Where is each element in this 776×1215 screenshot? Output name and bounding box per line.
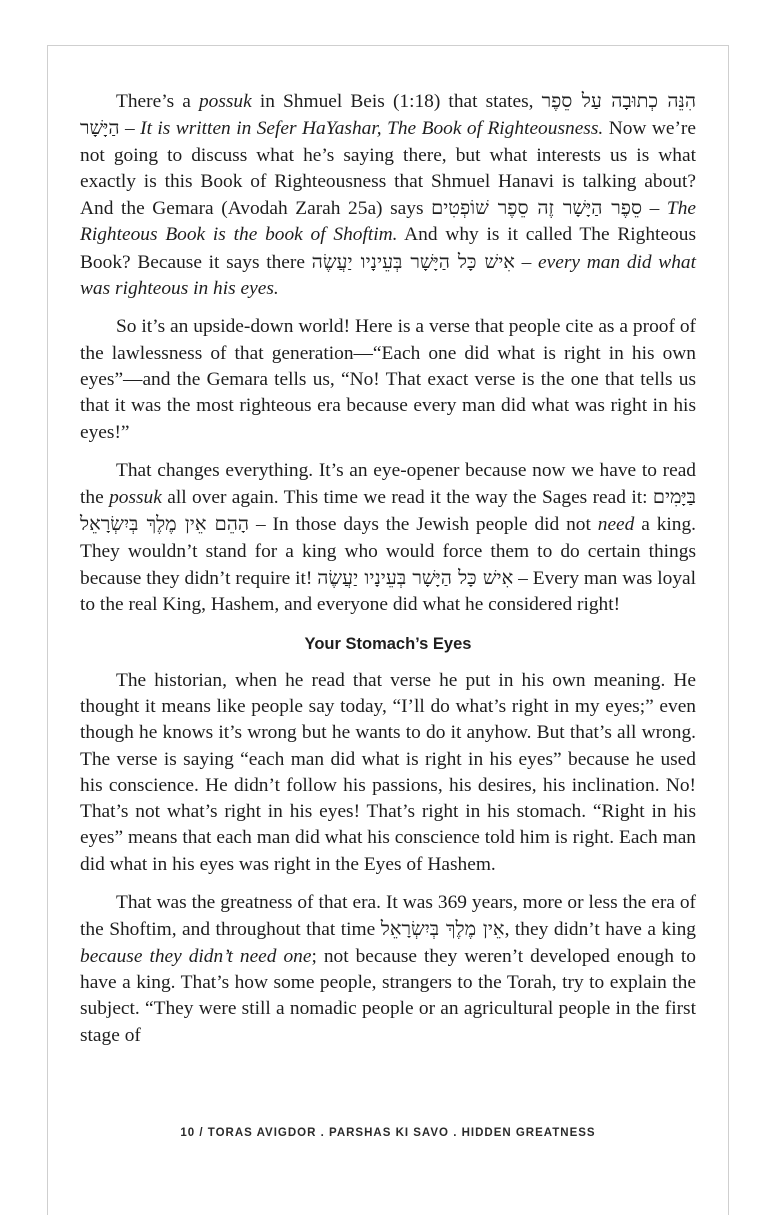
text: , they didn’t have a king [504, 919, 697, 941]
dash: – [119, 118, 141, 140]
text: ; not because they weren’t developed enough to have a king. That’s how some people, strangers to the Torah, try to explain the subject. “They were still a nomadic people or an agricultural people in the first stage of [80, 945, 697, 1046]
italic-translation: It is written in Sefer HaYashar, The Book of Righteousness. [140, 118, 604, 140]
text: – Every man was loyal to the real King, Hashem, and everyone did what he considered right! [80, 568, 697, 616]
paragraph-5 [80, 890, 696, 1049]
italic-term: possuk [198, 91, 252, 112]
italic-term: possuk [109, 487, 162, 509]
paragraph-4: The historian, when he read that verse he put in his own meaning. He thought it means like people say today, “I’ll do what’s right in my eyes;” even though he knows it’s wrong but he wants to do it anyhow. But that’s all wrong. The verse is saying “each man did what is right in his eyes” because he used his conscience. He didn’t follow his passions, his desires, his inclination. No! That’s not what’s right in his eyes! That’s right in his stomach. “Right in his eyes” means that each man did what his conscience told him is right. Each man did what in his eyes was right in the Eyes of Hashem. [80, 669, 696, 875]
paragraph-2: So it’s an upside-down world! Here is a verse that people cite as a proof of the lawlessness of that generation—“Each one did what is right in his own eyes”—and the Gemara tells us, “No! That exact verse is the one that tells us that it was the most righteous era because every man did what was right in his eyes!” [80, 316, 696, 443]
text: a king. They wouldn’t stand for a king who would force them to do certain things because they didn’t require it! [80, 514, 697, 590]
paragraph-1 [80, 88, 696, 302]
hebrew-quote: אִישׁ כָּל הַיָּשָׁר בְּעֵינָיו יַעֲשֶׂה [317, 566, 514, 590]
section-heading: Your Stomach’s Eyes [304, 634, 472, 653]
dash: – [514, 251, 539, 273]
text: in Shmuel Beis (1:18) that states, [251, 91, 542, 112]
article-body [80, 88, 696, 1061]
hebrew-quote: בַּיָּמִים הָהֵם אֵין מֶלֶךְ בְּיִשְׂרָאֵל [80, 485, 696, 536]
text: There’s a [116, 91, 199, 112]
text: Now we’re not going to discuss what he’s saying there, but what interests us is what exactly is this Book of Righteousness that Shmuel Hanavi is talking about? And the Gemara (Avodah Zarah 25a) says [80, 118, 696, 220]
hebrew-quote: אִישׁ כָּל הַיָּשָׁר בְּעֵינָיו יַעֲשֶׂה [311, 249, 515, 273]
italic-translation: every man did what was righteous in his eyes. [80, 251, 697, 300]
text: That was the greatness of that era. It was 369 years, more or less the era of the Shoftim, and throughout that time [80, 892, 696, 941]
paragraph-3 [80, 458, 696, 619]
italic-phrase: because they didn’t need one [80, 945, 312, 967]
italic-term: need [597, 514, 635, 536]
page-footer: 10 / TORAS AVIGDOR . PARSHAS KI SAVO . HIDDEN GREATNESS [180, 1127, 596, 1139]
hebrew-quote: סֵפֶר הַיָּשָׁר זֶה סֵפֶר שׁוֹפְטִים [431, 196, 642, 220]
text: And why is it called The Righteous Book? Because it says there [80, 224, 696, 273]
text: – In those days the Jewish people did not [249, 514, 598, 536]
hebrew-quote: הִנֵּה כְתוּבָה עַל סֵפֶר הַיָּשָׁר [80, 89, 696, 140]
text: That changes everything. It’s an eye-opener because now we have to read the [80, 459, 696, 509]
dash: – [642, 198, 667, 220]
italic-translation: The Righteous Book is the book of Shoftim. [80, 198, 696, 246]
hebrew-quote: אֵין מֶלֶךְ בְּיִשְׂרָאֵל [380, 917, 505, 941]
text: all over again. This time we read it the way the Sages read it: [161, 487, 653, 509]
